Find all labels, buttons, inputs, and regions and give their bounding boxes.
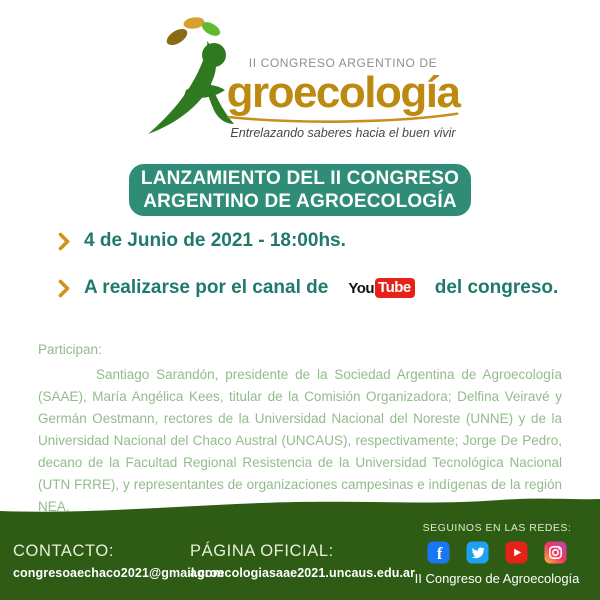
banner-line-1: LANZAMIENTO DEL II CONGRESO: [140, 168, 460, 189]
congress-logo: [226, 56, 460, 140]
twitter-icon[interactable]: [466, 541, 489, 564]
youtube-logo-icon: You Tube: [348, 278, 414, 298]
contact-label: CONTACTO:: [13, 542, 115, 560]
banner-line-2: ARGENTINO DE AGROECOLOGÍA: [143, 191, 457, 212]
logo-top-label: II CONGRESO ARGENTINO DE: [248, 56, 438, 70]
chevron-right-icon: [58, 279, 70, 298]
launch-banner: [129, 164, 471, 216]
social-icons-row: [402, 541, 592, 564]
facebook-icon[interactable]: [427, 541, 450, 564]
channel-text-before: A realizarse por el canal de: [84, 277, 329, 298]
participants-body: Santiago Sarandón, presidente de la Sociedad Argentina de Agroecología (SAAE), María Angélica Kees, titular de la Comisión Organizadora; Delfina Veiravé y Germán Oestmann, rectores de la Universidad Nacional del Noreste (UNNE) y de la Universidad Nacional del Chaco Austral (UNCAUS), respectivamente; Jorge De Pedro, decano de la Facultad Regional Resistencia de la Universidad Tecnológica Nacional (UTN FRRE), y representantes de organizaciones campesinas e indígenas de la región NEA.: [38, 367, 562, 514]
event-details: [58, 230, 558, 299]
social-block: [402, 522, 592, 586]
logo-wordmark: groecología: [226, 68, 460, 117]
participants-label: Participan:: [38, 342, 102, 357]
footer-brand-text: II Congreso de Agroecología: [414, 571, 580, 586]
footer-wave-shape: [0, 479, 600, 520]
chevron-right-icon: [58, 232, 70, 251]
svg-text:f: f: [436, 544, 443, 564]
event-date-text: 4 de Junio de 2021 - 18:00hs.: [84, 230, 346, 251]
channel-text-after: del congreso.: [434, 277, 559, 298]
footer-bar: [0, 520, 600, 600]
official-page-block: [190, 542, 415, 580]
official-page-label: PÁGINA OFICIAL:: [190, 542, 334, 560]
youtube-icon[interactable]: [505, 541, 528, 564]
date-bullet: [58, 230, 558, 252]
contact-email[interactable]: congresoaechaco2021@gmail.com: [13, 566, 225, 580]
instagram-icon[interactable]: [544, 541, 567, 564]
social-label: SEGUINOS EN LAS REDES:: [422, 522, 572, 534]
channel-bullet: [58, 277, 558, 299]
official-page-url[interactable]: agroecologiasaae2021.uncaus.edu.ar: [190, 566, 416, 580]
logo-tagline: Entrelazando saberes hacia el buen vivir: [230, 126, 456, 140]
